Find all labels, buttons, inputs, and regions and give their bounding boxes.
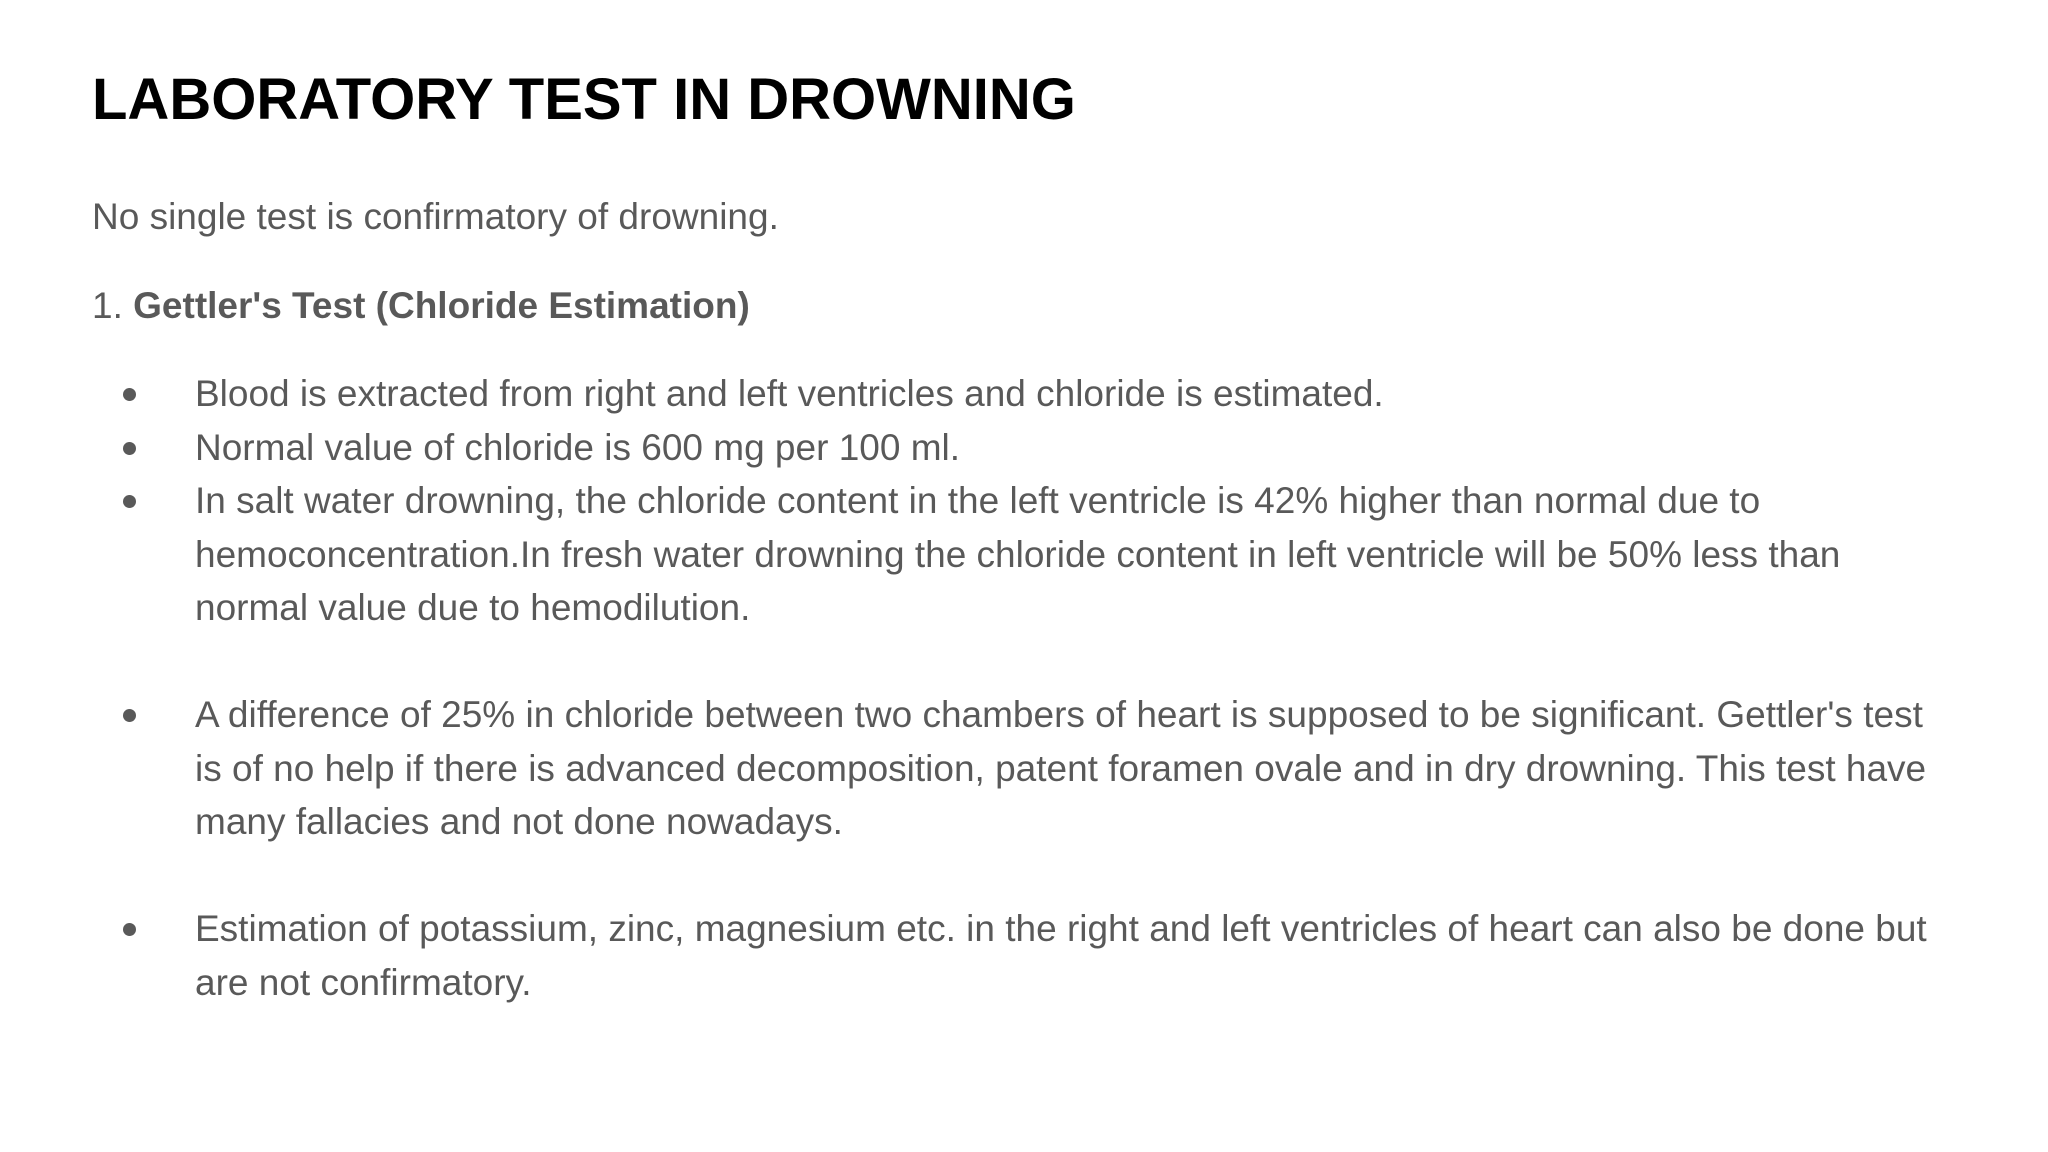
bullet-text: A difference of 25% in chloride between two chambers of heart is supposed to be significant. Gettler's test is of no help if there is advanced decomposition, patent foramen ovale and in dry drowning. This test have many fallacies and not done nowadays.	[195, 694, 1927, 842]
bullet-list	[92, 367, 1992, 1009]
bullet-text: In salt water drowning, the chloride content in the left ventricle is 42% higher than normal due to hemoconcentration.In fresh water drowning the chloride content in left ventricle will be 50% less than normal value due to hemodilution.	[195, 480, 1841, 628]
bullet-icon	[123, 709, 136, 722]
section-heading	[92, 279, 1992, 333]
slide-title: LABORATORY TEST IN DROWNING	[92, 67, 1076, 132]
bullet-icon	[123, 388, 136, 401]
bullet-text: Blood is extracted from right and left ventricles and chloride is estimated.	[195, 373, 1384, 414]
list-item	[92, 367, 1952, 421]
bullet-text: Estimation of potassium, zinc, magnesium etc. in the right and left ventricles of heart can also be done but are not confirmatory.	[195, 908, 1927, 1003]
slide-body	[92, 190, 1992, 1009]
bullet-icon	[123, 923, 136, 936]
section-title: Gettler's Test (Chloride Estimation)	[133, 284, 750, 326]
intro-text: No single test is confirmatory of drowning.	[92, 196, 779, 237]
section-number: 1.	[92, 284, 123, 326]
bullet-text: Normal value of chloride is 600 mg per 100 ml.	[195, 426, 961, 468]
list-item	[92, 421, 1952, 475]
list-item	[92, 474, 1952, 635]
list-item	[92, 902, 1952, 1009]
bullet-icon	[123, 495, 136, 508]
bullet-icon	[123, 442, 136, 455]
list-item	[92, 688, 1952, 849]
